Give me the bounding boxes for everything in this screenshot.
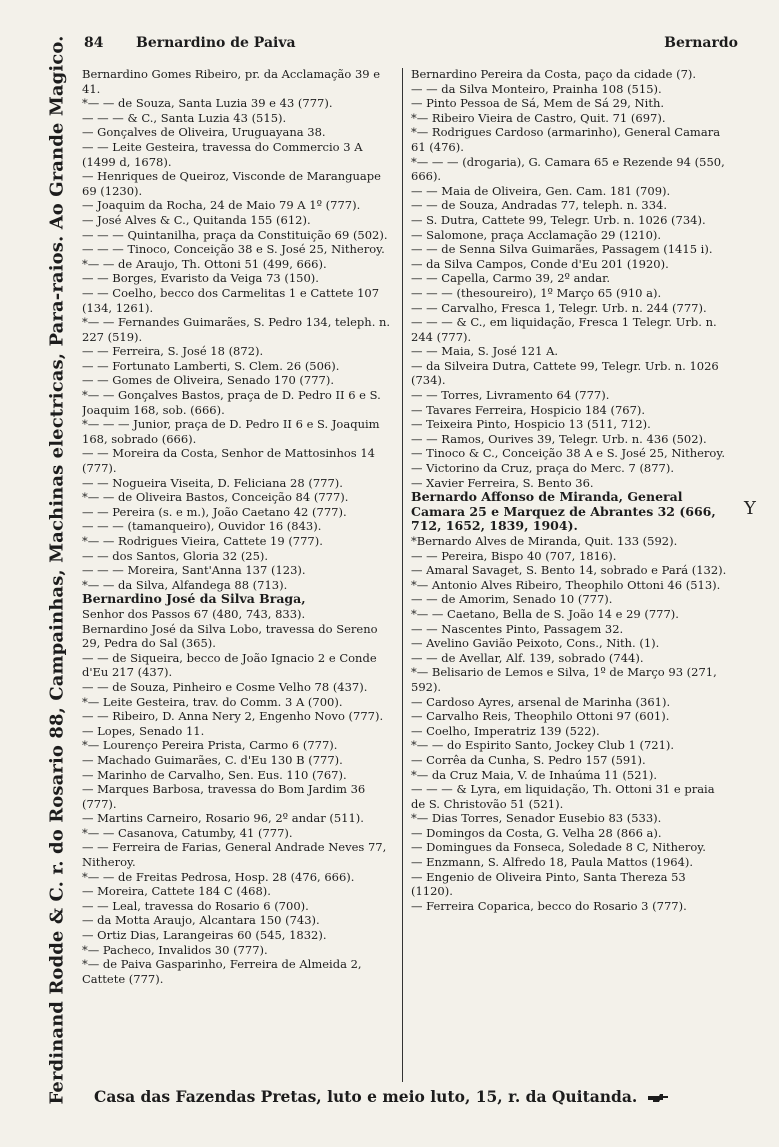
directory-entry: — — dos Santos, Gloria 32 (25). — [82, 548, 269, 563]
directory-entry: — — Coelho, becco dos Carmelitas 1 e Cattete 107 (134, 1261). — [82, 285, 380, 315]
directory-entry: *— Pacheco, Invalidos 30 (777). — [82, 942, 268, 957]
directory-entry: *— Lourenço Pereira Prista, Carmo 6 (777). — [82, 738, 338, 753]
directory-entry: *— — Fernandes Guimarães, S. Pedro 134, teleph. n. 227 (519). — [82, 315, 391, 344]
directory-entry: *— — Casanova, Catumby, 41 (777). — [82, 825, 293, 840]
directory-entry: — Xavier Ferreira, S. Bento 36. — [411, 475, 594, 490]
directory-entry: — — Pereira, Bispo 40 (707, 1816). — [411, 548, 617, 563]
directory-entry: *— — da Silva, Alfandega 88 (713). — [82, 577, 288, 592]
directory-entry: — Machado Guimarães, C. d'Eu 130 B (777). — [82, 752, 343, 767]
directory-entry: — — — & Lyra, em liquidação, Th. Ottoni 31 e praia de S. Christovão 51 (521). — [411, 782, 715, 811]
page-header — [84, 35, 760, 53]
directory-entry: — — — (tamanqueiro), Ouvidor 16 (843). — [82, 519, 322, 534]
directory-entry: — — — & C., em liquidação, Fresca 1 Telegr. Urb. n. 244 (777). — [411, 315, 717, 344]
directory-entry: — — Nogueira Viseita, D. Feliciana 28 (777). — [82, 475, 343, 490]
directory-entry: — Moreira, Cattete 184 C (468). — [82, 884, 271, 899]
directory-entry: — — de Souza, Andradas 77, teleph. n. 334. — [411, 198, 668, 213]
directory-entry: — — Maia, S. José 121 A. — [411, 344, 559, 359]
directory-entry: *— Antonio Alves Ribeiro, Theophilo Ottoni 46 (513). — [411, 577, 721, 592]
page-number: 84 — [84, 35, 104, 51]
directory-entry: *— Ribeiro Vieira de Castro, Quit. 71 (697). — [411, 110, 666, 125]
footer-advertisement — [94, 1087, 734, 1106]
directory-entry: *— Dias Torres, Senador Eusebio 83 (533). — [411, 811, 662, 826]
directory-entry: — da Silveira Dutra, Cattete 99, Telegr. Urb. n. 1026 (734). — [411, 358, 719, 388]
directory-entry: — — Fortunato Lamberti, S. Clem. 26 (506). — [82, 358, 340, 373]
directory-entry: Bernardino José da Silva Lobo, travessa do Sereno 29, Pedra do Sal (365). — [82, 621, 378, 651]
directory-entry: — — da Silva Monteiro, Prainha 108 (515). — [411, 81, 662, 96]
directory-entry: — Gonçalves de Oliveira, Uruguayana 38. — [82, 125, 326, 140]
directory-entry: — Teixeira Pinto, Hospicio 13 (511, 712). — [411, 417, 651, 432]
directory-entry: *— Leite Gesteira, trav. do Comm. 3 A (700). — [82, 694, 343, 709]
directory-entry: — Marques Barbosa, travessa do Bom Jardim 36 (777). — [82, 782, 366, 811]
pointing-hand-icon — [647, 1093, 669, 1103]
directory-entry: Senhor dos Passos 67 (480, 743, 833). — [82, 606, 306, 621]
directory-entry: — — de Amorim, Senado 10 (777). — [411, 592, 613, 607]
directory-entry: — Coelho, Imperatriz 139 (522). — [411, 723, 600, 738]
directory-entry: — — Borges, Evaristo da Veiga 73 (150). — [82, 271, 319, 286]
sidebar-ad-text: Ferdinand Rodde & C. r. do Rosario 88, Campainhas, Machinas electricas, Para-raios. Ao Grande Magico. — [46, 35, 68, 1105]
directory-entry: — da Motta Araujo, Alcantara 150 (743). — [82, 913, 320, 928]
left-running-title: Bernardino de Paiva — [136, 35, 296, 51]
directory-entry: — Enzmann, S. Alfredo 18, Paula Mattos (1964). — [411, 855, 694, 870]
directory-entry: *— — — Junior, praça de D. Pedro II 6 e S. Joaquim 168, sobrado (666). — [82, 417, 380, 446]
directory-entry: — — — (thesoureiro), 1º Março 65 (910 a). — [411, 285, 662, 300]
directory-entry: — — — Tinoco, Conceição 38 e S. José 25, Nitheroy. — [82, 242, 385, 257]
directory-entry: *— — de Oliveira Bastos, Conceição 84 (777). — [82, 490, 349, 505]
directory-entry: — Ferreira Coparica, becco do Rosario 3 (777). — [411, 898, 687, 913]
directory-entry: *— — do Espirito Santo, Jockey Club 1 (721). — [411, 738, 675, 753]
directory-entry: — Cardoso Ayres, arsenal de Marinha (361). — [411, 694, 671, 709]
directory-entry: — — — & C., Santa Luzia 43 (515). — [82, 110, 287, 125]
directory-entry: — Martins Carneiro, Rosario 96, 2º andar (511). — [82, 811, 364, 826]
directory-entry: Bernardino Pereira da Costa, paço da cidade (7). — [411, 67, 697, 81]
directory-entry: — — Gomes de Oliveira, Senado 170 (777). — [82, 373, 335, 388]
directory-entry: — — Ribeiro, D. Anna Nery 2, Engenho Novo (777). — [82, 709, 384, 724]
directory-entry: — Pinto Pessoa de Sá, Mem de Sá 29, Nith. — [411, 96, 665, 111]
directory-entry: — — Capella, Carmo 39, 2º andar. — [411, 271, 610, 286]
directory-entry: — Tinoco & C., Conceição 38 A e S. José 25, Nitheroy. — [411, 446, 725, 461]
directory-entry: *— da Cruz Maia, V. de Inhaúma 11 (521). — [411, 767, 658, 782]
directory-entry: *— — de Freitas Pedrosa, Hosp. 28 (476, 666). — [82, 869, 355, 884]
directory-entry: — — de Avellar, Alf. 139, sobrado (744). — [411, 650, 644, 665]
margin-mark: Y — [744, 498, 756, 519]
column-divider — [402, 68, 403, 1082]
directory-entry: — — Leal, travessa do Rosario 6 (700). — [82, 898, 309, 913]
directory-entry: — Victorino da Cruz, praça do Merc. 7 (877). — [411, 461, 675, 476]
sidebar-advertisement — [42, 20, 72, 1120]
directory-entry: — da Silva Campos, Conde d'Eu 201 (1920). — [411, 256, 669, 271]
directory-entry: — Corrêa da Cunha, S. Pedro 157 (591). — [411, 752, 646, 767]
directory-entry: — Lopes, Senado 11. — [82, 723, 205, 738]
directory-entry: — — Ramos, Ourives 39, Telegr. Urb. n. 436 (502). — [411, 431, 707, 446]
left-column — [82, 67, 396, 1087]
directory-entry: *— — de Araujo, Th. Ottoni 51 (499, 666). — [82, 256, 327, 271]
directory-entry: — Salomone, praça Acclamação 29 (1210). — [411, 227, 662, 242]
directory-entry: — Joaquim da Rocha, 24 de Maio 79 A 1º (777). — [82, 198, 361, 213]
directory-entry: — Amaral Savaget, S. Bento 14, sobrado e Pará (132). — [411, 563, 727, 578]
directory-entry: — — Carvalho, Fresca 1, Telegr. Urb. n. 244 (777). — [411, 300, 707, 315]
directory-entry: — — — Moreira, Sant'Anna 137 (123). — [82, 563, 306, 578]
directory-entry: — — — Quintanilha, praça da Constituição 69 (502). — [82, 227, 388, 242]
directory-entry: — — de Siqueira, becco de João Ignacio 2 e Conde d'Eu 217 (437). — [82, 650, 377, 680]
directory-entry: — Marinho de Carvalho, Sen. Eus. 110 (767). — [82, 767, 347, 782]
directory-entry: — — Torres, Livramento 64 (777). — [411, 388, 610, 403]
directory-entry: *— Rodrigues Cardoso (armarinho), General Camara 61 (476). — [411, 125, 721, 154]
directory-entry: — Ortiz Dias, Larangeiras 60 (545, 1832). — [82, 928, 327, 943]
directory-entry: — — Pereira (s. e m.), João Caetano 42 (777). — [82, 504, 347, 519]
directory-entry: — Henriques de Queiroz, Visconde de Maranguape 69 (1230). — [82, 169, 381, 198]
footer-text: Casa das Fazendas Pretas, luto e meio luto, 15, r. da Quitanda. — [94, 1087, 638, 1106]
directory-entry: — José Alves & C., Quitanda 155 (612). — [82, 212, 311, 227]
directory-entry: — Engenio de Oliveira Pinto, Santa Thereza 53 (1120). — [411, 869, 686, 899]
directory-entry: — Avelino Gavião Peixoto, Cons., Nith. (1). — [411, 636, 660, 651]
directory-entry: — — Nascentes Pinto, Passagem 32. — [411, 621, 624, 636]
right-column — [411, 67, 729, 1087]
directory-entry: *— — Rodrigues Vieira, Cattete 19 (777). — [82, 534, 323, 548]
directory-entry: — Tavares Ferreira, Hospicio 184 (767). — [411, 402, 646, 417]
directory-entry: — — de Senna Silva Guimarães, Passagem (1415 i). — [411, 242, 713, 257]
directory-entry: Bernardo Affonso de Miranda, General Camara 25 e Marquez de Abrantes 32 (666, 712, 1652, 1839, 1904). — [411, 489, 716, 534]
directory-entry: *— — Gonçalves Bastos, praça de D. Pedro II 6 e S. Joaquim 168, sob. (666). — [82, 388, 381, 417]
directory-entry: *— Belisario de Lemos e Silva, 1º de Março 93 (271, 592). — [411, 665, 717, 694]
directory-entry: — Domingos da Costa, G. Velha 28 (866 a). — [411, 825, 662, 840]
directory-entry: Bernardino Gomes Ribeiro, pr. da Acclamação 39 e 41. — [82, 67, 381, 96]
directory-entry: — — de Souza, Pinheiro e Cosme Velho 78 (437). — [82, 679, 368, 694]
directory-entry: *— — — (drogaria), G. Camara 65 e Rezende 94 (550, 666). — [411, 154, 725, 184]
directory-entry: *— de Paiva Gasparinho, Ferreira de Almeida 2, Cattete (777). — [82, 957, 362, 986]
directory-entry: — — Ferreira, S. José 18 (872). — [82, 344, 264, 359]
directory-entry: — — Moreira da Costa, Senhor de Mattosinhos 14 (777). — [82, 446, 375, 476]
right-running-title: Bernardo — [664, 35, 738, 51]
directory-entry: Bernardino José da Silva Braga, — [82, 591, 306, 607]
directory-entry: — Domingues da Fonseca, Soledade 8 C, Nitheroy. — [411, 840, 706, 855]
directory-entry: *Bernardo Alves de Miranda, Quit. 133 (592). — [411, 534, 678, 548]
directory-entry: — S. Dutra, Cattete 99, Telegr. Urb. n. 1026 (734). — [411, 212, 706, 227]
directory-entry: *— — de Souza, Santa Luzia 39 e 43 (777). — [82, 96, 333, 111]
directory-entry: — — Ferreira de Farias, General Andrade Neves 77, Nitheroy. — [82, 840, 387, 870]
directory-entry: — — Maia de Oliveira, Gen. Cam. 181 (709). — [411, 183, 671, 198]
directory-entry: — — Leite Gesteira, travessa do Commercio 3 A (1499 d, 1678). — [82, 139, 363, 169]
directory-entry: — Carvalho Reis, Theophilo Ottoni 97 (601). — [411, 709, 670, 724]
directory-entry: *— — Caetano, Bella de S. João 14 e 29 (777). — [411, 606, 679, 621]
